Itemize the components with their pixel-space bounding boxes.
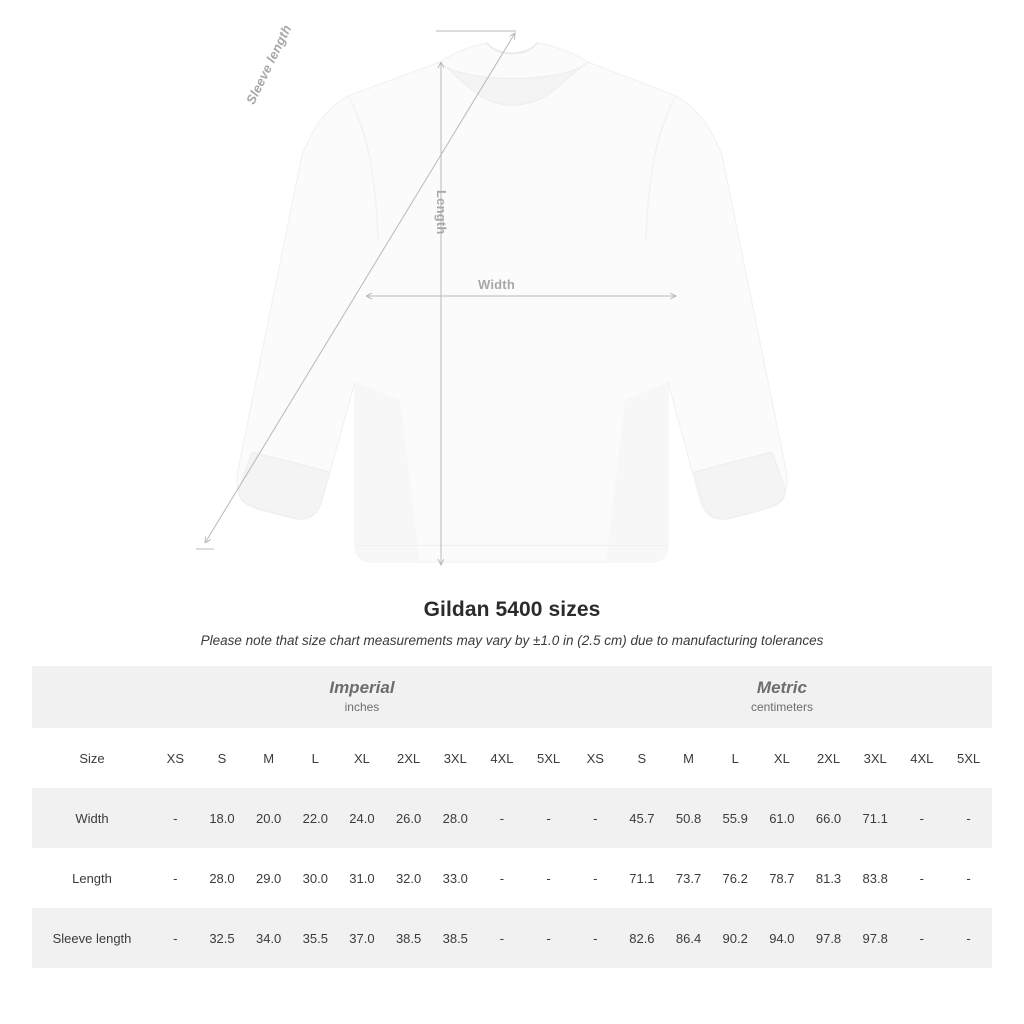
cell-length-metric-3xl: 83.8: [862, 870, 888, 886]
size-header-metric-xl: XL: [759, 728, 806, 788]
size-header-imperial-m: M: [245, 728, 292, 788]
cell-length-metric-l: 76.2: [722, 870, 748, 886]
cell-width-metric-3xl: 71.1: [852, 788, 899, 848]
cell-length-metric-xs: -: [593, 870, 598, 886]
cell-sleeve-imperial-l: 35.5: [292, 908, 339, 968]
cell-sleeve-imperial-m: 34.0: [245, 908, 292, 968]
cell-sleeve-imperial-4xl: -: [479, 908, 526, 968]
cell-length-imperial-2xl: 32.0: [395, 870, 422, 886]
size-header-metric-xs: XS: [572, 728, 619, 788]
size-header-row: [32, 728, 992, 788]
cell-length-metric-m: 73.7: [675, 870, 702, 886]
size-header-imperial-4xl: 4XL: [479, 728, 526, 788]
unit-metric-sub: centimeters: [750, 700, 813, 715]
cell-length-imperial-3xl: 33.0: [442, 870, 468, 886]
cell-width-imperial-3xl: 28.0: [432, 788, 479, 848]
cell-length-imperial-l: 30.0: [302, 870, 328, 886]
row-label-sleeve-length: Sleeve length: [32, 908, 152, 968]
cell-sleeve-metric-4xl: -: [899, 908, 946, 968]
cell-width-imperial-5xl: -: [525, 788, 572, 848]
unit-row-spacer: [32, 666, 152, 728]
size-header-imperial-xl: XL: [339, 728, 386, 788]
size-header-imperial-l: L: [292, 728, 339, 788]
cell-sleeve-imperial-xl: 37.0: [339, 908, 386, 968]
cell-width-imperial-s: 18.0: [199, 788, 246, 848]
table-row: [32, 788, 992, 848]
cell-length-imperial-5xl: -: [546, 870, 551, 886]
cell-width-imperial-xs: -: [152, 788, 199, 848]
size-header-metric-l: L: [712, 728, 759, 788]
cell-length-imperial-m: 29.0: [255, 870, 282, 886]
cell-sleeve-metric-2xl: 97.8: [805, 908, 852, 968]
row-label-width: Width: [32, 788, 152, 848]
cell-sleeve-imperial-xs: -: [152, 908, 199, 968]
cell-width-imperial-l: 22.0: [292, 788, 339, 848]
table-row: [32, 848, 992, 908]
cell-width-metric-l: 55.9: [712, 788, 759, 848]
page-title: Gildan 5400 sizes: [423, 598, 601, 621]
size-header-metric-4xl: 4XL: [899, 728, 946, 788]
cell-sleeve-metric-m: 86.4: [665, 908, 712, 968]
length-label: Length: [434, 190, 449, 235]
cell-sleeve-metric-xl: 94.0: [759, 908, 806, 968]
table-row: [32, 908, 992, 968]
cell-length-imperial-xl: 31.0: [349, 870, 375, 886]
size-header-metric-m: M: [665, 728, 712, 788]
unit-imperial-sub: inches: [344, 700, 380, 715]
cell-sleeve-metric-xs: -: [572, 908, 619, 968]
size-header-imperial-2xl: 2XL: [385, 728, 432, 788]
cell-width-imperial-2xl: 26.0: [385, 788, 432, 848]
cell-width-metric-xl: 61.0: [759, 788, 806, 848]
size-header-imperial-xs: XS: [152, 728, 199, 788]
unit-imperial-name: Imperial: [329, 677, 395, 697]
cell-sleeve-imperial-2xl: 38.5: [385, 908, 432, 968]
cell-sleeve-imperial-s: 32.5: [199, 908, 246, 968]
width-label: Width: [478, 277, 515, 292]
size-header-metric-2xl: 2XL: [805, 728, 852, 788]
cell-width-metric-4xl: -: [899, 788, 946, 848]
size-label-cell: Size: [32, 728, 152, 788]
size-header-imperial-3xl: 3XL: [432, 728, 479, 788]
size-header-metric-s: S: [619, 728, 666, 788]
size-header-imperial-s: S: [199, 728, 246, 788]
shirt-shape: [237, 43, 787, 562]
cell-length-metric-4xl: -: [919, 870, 924, 886]
cell-width-imperial-xl: 24.0: [339, 788, 386, 848]
cell-sleeve-metric-l: 90.2: [712, 908, 759, 968]
cell-width-metric-5xl: -: [945, 788, 992, 848]
cell-width-imperial-m: 20.0: [245, 788, 292, 848]
cell-sleeve-imperial-5xl: -: [525, 908, 572, 968]
sleeve-length-label: Sleeve length: [243, 22, 295, 107]
chart-header: [0, 598, 1024, 648]
cell-length-metric-s: 71.1: [629, 870, 655, 886]
size-header-metric-5xl: 5XL: [945, 728, 992, 788]
cell-length-imperial-xs: -: [173, 870, 178, 886]
cell-width-imperial-4xl: -: [479, 788, 526, 848]
size-table-wrapper: [0, 666, 1024, 968]
cell-width-metric-xs: -: [572, 788, 619, 848]
cell-length-metric-xl: 78.7: [769, 870, 795, 886]
cell-sleeve-imperial-3xl: 38.5: [432, 908, 479, 968]
cell-width-metric-2xl: 66.0: [805, 788, 852, 848]
cell-length-metric-5xl: -: [966, 870, 971, 886]
size-header-metric-3xl: 3XL: [852, 728, 899, 788]
cell-length-imperial-s: 28.0: [209, 870, 235, 886]
unit-metric: [572, 666, 992, 728]
cell-length-imperial-4xl: -: [499, 870, 505, 886]
unit-header-row: [32, 666, 992, 728]
cell-length-metric-2xl: 81.3: [815, 870, 842, 886]
cell-sleeve-metric-3xl: 97.8: [852, 908, 899, 968]
cell-width-metric-s: 45.7: [619, 788, 666, 848]
row-label-length: Length: [72, 870, 112, 886]
cell-width-metric-m: 50.8: [665, 788, 712, 848]
unit-imperial: [152, 666, 572, 728]
size-header-imperial-5xl: 5XL: [525, 728, 572, 788]
size-chart-table: [32, 666, 992, 968]
cell-sleeve-metric-s: 82.6: [619, 908, 666, 968]
unit-metric-name: Metric: [756, 677, 807, 697]
cell-sleeve-metric-5xl: -: [945, 908, 992, 968]
tolerance-note: Please note that size chart measurements may vary by ±1.0 in (2.5 cm) due to manufacturing tolerances: [200, 633, 824, 648]
